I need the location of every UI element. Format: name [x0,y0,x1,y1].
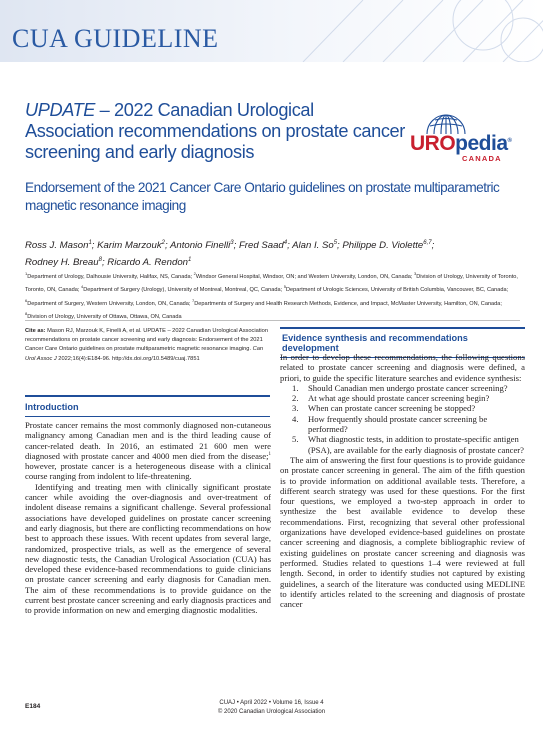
intro-p1a: Prostate cancer remains the most commonly diagnosed non-cutaneous malignancy among Canadian men and is the third leading cause of cancer-related death. In 2016, an estimated 21 600 men were diagnosed with prostate cancer and 4000 men died from the disease; [25,420,271,461]
citation-journal: Can Urol Assoc J [25,346,264,362]
author-affil-sup: 4 [283,240,288,246]
author-name: Ricardo A. Rendon [107,257,188,269]
author-affil-sup: 1 [188,257,192,264]
intro-p1b: however, prostate cancer is a heterogeneous disease with a clinical course ranging from indolent to life-threatening. [25,461,271,482]
affiliation-sup: 4 [80,284,84,290]
author-affil-sup: 2 [161,240,165,246]
guideline-banner [0,0,543,62]
intro-body [25,420,271,616]
question-number: 3. [292,403,299,414]
question-item [280,383,525,393]
logo-country: CANADA [462,154,502,163]
ref-sup: 1 [268,452,271,458]
question-text: At what age should prostate cancer screening begin? [308,393,490,404]
title-main: – 2022 Canadian Urological Association recommendations on prostate cancer screening and early diagnosis [25,100,405,162]
article-title [25,100,405,163]
affiliation-sup: 8 [25,311,28,317]
affiliation-text: Division of Urology, University of Ottawa, Ottawa, ON, Canada [27,313,182,320]
logo-registered: ® [507,138,512,144]
citation-label: Cite as: [25,328,46,334]
intro-heading: Introduction [25,401,79,412]
affiliation-sup: 2 [193,271,196,276]
title-update: UPDATE [25,100,96,120]
affiliation-text: Department of Urology, Dalhousie University, Halifax, NS, Canada; [27,273,194,280]
logo-pedia: pedia [455,132,508,155]
affiliation-text: Department of Urologic Sciences, University of British Columbia, Vancouver, BC, Canada; [285,287,509,294]
evidence-paragraph: The aim of answering the first four questions is to provide guidance on prostate cancer screening in general. The aim of the fifth question is to provide information on additional available tests. Therefore, a different search strategy was used for these questions. For the first four questions, we employed a two-step approach in order to synthesize the best available evidence to develop these recommendations. First, recognizing that several other professional organizations have developed evidence-based guidelines on prostate cancer screening and diagnosis, a complete bibliographic review of existing guidelines on prostate cancer screening and diagnosis was performed. Studies related to questions 1–4 were reviewed at full length. Second, in order to identify studies not captured by existing guidelines, a search of the literature was conducted using MEDLINE to identify articles related to the screening and diagnosis of prostate cancer [280,454,525,610]
author-name: Philippe D. Violette [342,240,424,252]
question-item [280,414,525,435]
intro-paragraph: Identifying and treating men with clinically significant prostate cancer while avoiding the over-diagnosis and over-treatment of indolent disease remains a significant challenge. Several professional associations have developed guidelines on prostate cancer screening and early diagnosis, but there are conflicting recommendations on how best to approach these issues. With recent updates from several large, randomized, prospective trials, as well as the emergence of several new diagnostic tests, the Canadian Urological Association (CUA) has developed these evidence-based recommendations to guide clinicians on prostate cancer screening and early diagnosis for Canadian men. The aim of these recommendations is to provide guidance on the current best prostate cancer screening and early diagnosis practices and to provide information on new and emerging diagnostic modalities. [25,481,271,616]
author-name: Rodney H. Breau [25,257,99,269]
question-number: 1. [292,382,299,393]
logo-wordmark [410,132,511,156]
intro-section-header [25,395,270,417]
affiliations [25,269,525,322]
evidence-paragraph: In order to develop these recommendations, the following questions related to prostate cancer screening and diagnosis were defined, a priori, to guide the specific literature searches and evidence synthesis: [280,352,525,383]
affiliation-sup: 5 [283,284,286,290]
citation-text: Mason RJ, Marzouk K, Finelli A, et al. UPDATE – 2022 Canadian Urological Association recommendations on prostate cancer screening and early diagnosis: Endorsement of the 2021 Cancer Care Ontario guidelines on prostate multiparametric magnetic resonance imaging. [25,328,268,353]
question-text: When can prostate cancer screening be stopped? [308,403,476,414]
affiliation-sup: 3 [413,271,417,276]
affiliation-sup: 7 [192,297,195,303]
question-number: 2. [292,393,299,404]
affiliation-text: Division of Urology, University of Toronto, Toronto, ON, Canada; [25,273,518,294]
evidence-body [280,352,525,609]
intro-paragraph [25,420,271,482]
author-affil-sup: 3 [230,240,234,246]
affiliation-text: Department of Surgery, Western University, London, ON, Canada; [27,300,193,307]
affiliation-text: Department of Surgery (Urology), University of Montreal, Montreal, QC, Canada; [83,287,284,294]
page-number: E184 [25,703,41,710]
author-name: Ross J. Mason [25,240,89,252]
question-item [280,403,525,413]
question-item [280,393,525,403]
author-name: Karim Marzouk [97,240,162,252]
citation [25,327,271,364]
copyright: © 2020 Canadian Urological Association [217,709,326,715]
question-number: 4. [292,413,299,424]
logo-uro: URO [410,132,456,155]
section-rule [25,416,270,418]
banner-label: CUA GUIDELINE [12,24,219,53]
author-name: Alan I. So [292,240,334,252]
affiliation-text: Departments of Surgery and Health Research Methods, Evidence, and Impact, McMaster University, Hamilton, ON, Canada; [194,300,502,307]
author-affil-sup: 5 [333,240,338,246]
question-text: Should Canadian men undergo prostate cancer screening? [308,382,508,393]
author-list: Ross J. Mason$^1$; Karim Marzouk$^2$; Antonio Finelli$^3$; Fred Saad$^4$; Alan I. So$^5$; Philippe D. Violette$^{6,7}$; Rodney H. Breau$^8$; Ricardo A. Rendon$^1$ [25,240,435,269]
journal-issue: CUAJ • April 2022 • Volume 16, Issue 4 [219,700,324,706]
divider [25,320,520,321]
author-affil-sup: 8 [98,257,102,264]
author-name: Antonio Finelli [169,240,231,252]
affiliation-sup: 6 [25,297,28,303]
author-affil-sup: 1 [88,240,92,246]
evidence-heading: Evidence synthesis and recommendations development [282,332,468,353]
uropedia-logo [410,104,520,164]
affiliation-text: Windsor General Hospital, Windsor, ON; and Western University, London, ON, Canada; [195,273,414,280]
affiliation-sup: 1 [25,271,28,276]
author-affil-sup: 6,7 [423,240,432,246]
question-text: What diagnostic tests, in addition to prostate-specific antigen (PSA), are available for the early diagnosis of prostate cancer? [308,434,525,455]
question-list [280,383,525,455]
article-subtitle: Endorsement of the 2021 Cancer Care Ontario guidelines on prostate multiparametric magnetic resonance imaging [25,180,500,213]
banner-pattern [283,0,543,62]
author-name: Fred Saad [238,240,284,252]
citation-rest: 2022;16(4):E184-96. http://dx.doi.org/10.5489/cuaj.7851 [56,355,200,362]
question-item [280,434,525,455]
question-text: How frequently should prostate cancer screening be performed? [308,413,488,435]
question-number: 5. [292,434,299,445]
